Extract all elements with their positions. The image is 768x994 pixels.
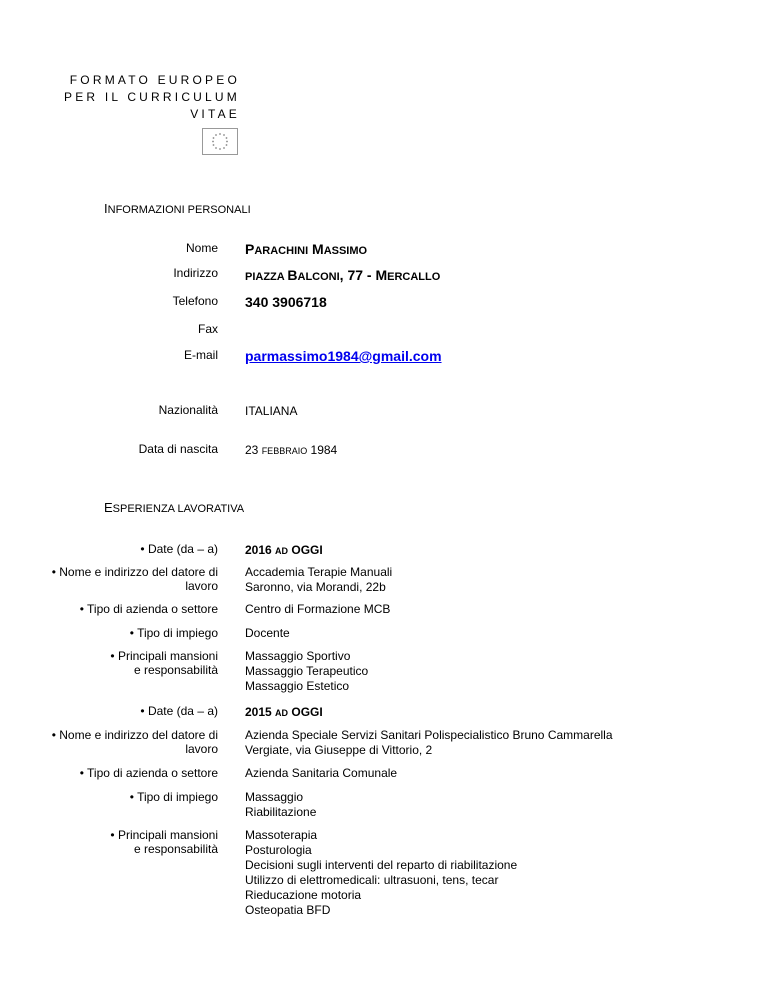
duty-1-3: Massaggio Estetico xyxy=(245,679,350,693)
value-job-1: Docente xyxy=(245,626,290,640)
value-nazionalita: ITALIANA xyxy=(245,404,298,418)
label-telefono: Telefono xyxy=(172,294,218,308)
duty-2-6: Osteopatia BFD xyxy=(245,903,331,917)
duty-2-5: Rieducazione motoria xyxy=(245,888,362,902)
email-link[interactable]: parmassimo1984@gmail.com xyxy=(245,348,442,364)
value-date-1: 2016 AD OGGI xyxy=(245,543,323,557)
label-data-nascita: Data di nascita xyxy=(138,442,218,456)
value-employer-1 xyxy=(245,565,392,595)
section-personal-info: INFORMAZIONI PERSONALI xyxy=(104,201,251,216)
duty-1-2: Massaggio Terapeutico xyxy=(245,664,369,678)
label-date-1: • Date (da – a) xyxy=(140,542,218,556)
label-employer-1: • Nome e indirizzo del datore di lavoro xyxy=(51,565,218,593)
label-duties-1: • Principali mansioni e responsabilità xyxy=(110,649,218,677)
label-job-2: • Tipo di impiego xyxy=(129,790,218,804)
employer-1-line-1: Accademia Terapie Manuali xyxy=(245,565,393,579)
value-date-2: 2015 AD OGGI xyxy=(245,705,323,719)
job-2-line-1: Massaggio xyxy=(245,790,304,804)
duty-2-2: Posturologia xyxy=(245,843,312,857)
value-telefono: 340 3906718 xyxy=(245,294,327,310)
cv-header xyxy=(64,72,240,123)
value-nome: PARACHINI MASSIMO xyxy=(245,241,368,257)
duty-2-3: Decisioni sugli interventi del reparto di riabilitazione xyxy=(245,858,518,872)
label-nome: Nome xyxy=(185,241,218,255)
header-line-1: FORMATO EUROPEO xyxy=(69,73,240,87)
label-duties-2: • Principali mansioni e responsabilità xyxy=(110,828,218,856)
employer-2-line-2: Vergiate, via Giuseppe di Vittorio, 2 xyxy=(245,743,433,757)
duty-2-4: Utilizzo di elettromedicali: ultrasuoni, tens, tecar xyxy=(245,873,499,887)
duty-1-1: Massaggio Sportivo xyxy=(245,649,351,663)
value-job-2 xyxy=(245,790,316,820)
header-line-3: VITAE xyxy=(190,107,240,121)
label-sector-2: • Tipo di azienda o settore xyxy=(79,766,218,780)
duty-2-1: Massoterapia xyxy=(245,828,318,842)
value-sector-1: Centro di Formazione MCB xyxy=(245,602,391,616)
value-duties-1 xyxy=(245,649,368,694)
label-fax: Fax xyxy=(197,322,218,336)
employer-2-line-1: Azienda Speciale Servizi Sanitari Polispecialistico Bruno Cammarella xyxy=(245,728,613,742)
job-2-line-2: Riabilitazione xyxy=(245,805,317,819)
value-data-nascita: 23 FEBBRAIO 1984 xyxy=(245,443,338,457)
value-indirizzo: PIAZZA BALCONI, 77 - MERCALLO xyxy=(245,267,441,283)
value-duties-2 xyxy=(245,828,517,918)
header-line-2: PER IL CURRICULUM xyxy=(64,90,240,104)
label-date-2: • Date (da – a) xyxy=(140,704,218,718)
eu-flag-icon xyxy=(202,128,238,155)
value-sector-2: Azienda Sanitaria Comunale xyxy=(245,766,398,780)
section-experience: ESPERIENZA LAVORATIVA xyxy=(104,500,245,515)
label-job-1: • Tipo di impiego xyxy=(129,626,218,640)
label-nazionalita: Nazionalità xyxy=(158,403,218,417)
label-email: E-mail xyxy=(183,348,218,362)
value-employer-2 xyxy=(245,728,613,758)
label-employer-2: • Nome e indirizzo del datore di lavoro xyxy=(51,728,218,756)
label-sector-1: • Tipo di azienda o settore xyxy=(79,602,218,616)
employer-1-line-2: Saronno, via Morandi, 22b xyxy=(245,580,386,594)
label-indirizzo: Indirizzo xyxy=(173,266,218,280)
